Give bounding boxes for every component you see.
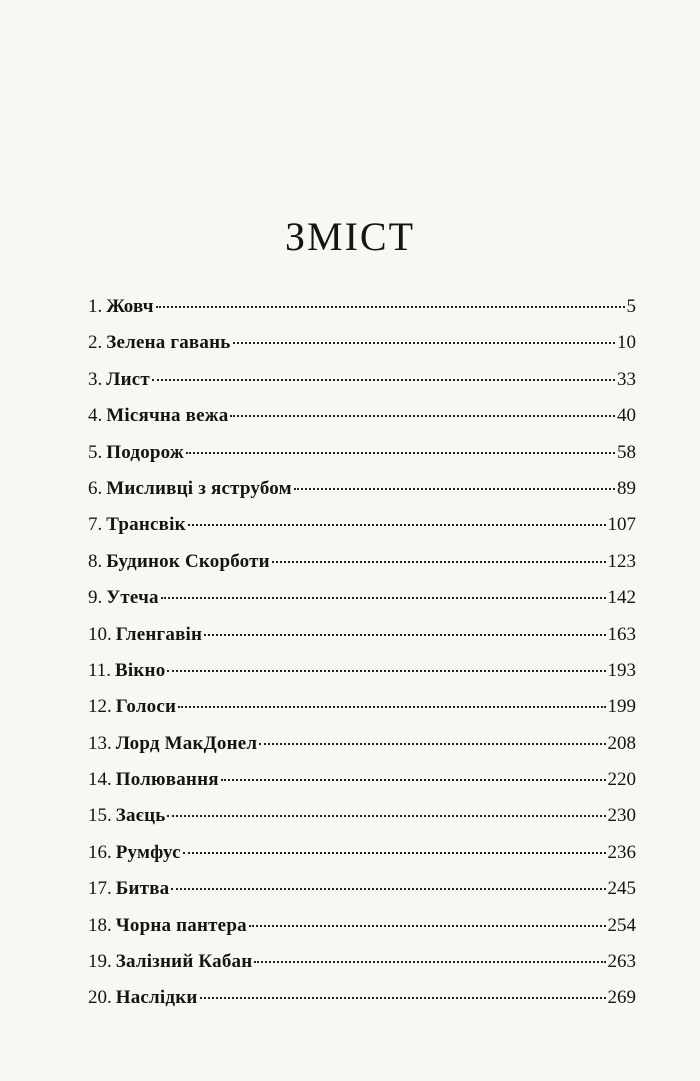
chapter-number: 13. [88, 732, 112, 754]
chapter-title: Утеча [106, 587, 159, 609]
chapter-title: Битва [115, 878, 170, 900]
chapter-number: 2. [88, 332, 103, 354]
toc-entry [88, 805, 636, 841]
dot-leader [152, 379, 615, 381]
chapter-title: Місячна вежа [106, 405, 229, 427]
dot-leader [230, 415, 615, 417]
toc-entry [88, 951, 636, 987]
toc-entry [88, 587, 636, 623]
toc-entry [88, 733, 636, 769]
chapter-title: Трансвік [106, 514, 186, 536]
chapter-title: Лорд МакДонел [115, 732, 258, 754]
chapter-number: 10. [88, 623, 112, 645]
chapter-number: 8. [88, 550, 103, 572]
dot-leader [272, 561, 606, 563]
toc-entry [88, 769, 636, 805]
toc-entry [88, 405, 636, 441]
dot-leader [161, 597, 606, 599]
page-number: 245 [607, 878, 636, 900]
chapter-number: 14. [88, 769, 112, 791]
page-number: 254 [607, 914, 636, 936]
chapter-number: 5. [88, 441, 103, 463]
chapter-title: Будинок Скорботи [106, 550, 270, 572]
toc-entry [88, 842, 636, 878]
chapter-title: Заєць [115, 805, 166, 827]
dot-leader [183, 852, 606, 854]
page-number: 5 [626, 296, 636, 317]
chapter-title: Вікно [115, 659, 166, 681]
chapter-title: Подорож [106, 441, 184, 463]
dot-leader [233, 342, 616, 344]
dot-leader [204, 634, 605, 636]
page-number: 123 [607, 550, 636, 572]
chapter-title: Гленгавін [115, 623, 203, 645]
dot-leader [221, 779, 606, 781]
toc-entry [88, 478, 636, 514]
chapter-number: 3. [88, 368, 103, 390]
table-of-contents [88, 296, 636, 1024]
toc-entry [88, 878, 636, 914]
chapter-number: 6. [88, 477, 103, 499]
toc-entry [88, 660, 636, 696]
toc-entry [88, 987, 636, 1023]
chapter-title: Лист [106, 368, 150, 390]
toc-entry [88, 442, 636, 478]
page-title: ЗМІСТ [284, 213, 416, 259]
page-number: 208 [607, 732, 636, 754]
page-number: 33 [617, 368, 636, 390]
chapter-title: Наслідки [115, 987, 198, 1009]
dot-leader [259, 743, 605, 745]
page-number: 10 [617, 332, 636, 354]
page-number: 199 [607, 696, 636, 718]
chapter-title: Полювання [115, 769, 219, 791]
toc-entry [88, 369, 636, 405]
page-number: 58 [617, 441, 636, 463]
chapter-title: Зелена гавань [106, 332, 231, 354]
page-number: 236 [607, 841, 636, 863]
chapter-number: 18. [88, 914, 112, 936]
dot-leader [249, 925, 606, 927]
dot-leader [254, 961, 605, 963]
chapter-number: 17. [88, 878, 112, 900]
page-number: 230 [607, 805, 636, 827]
chapter-number: 12. [88, 696, 112, 718]
dot-leader [167, 815, 605, 817]
dot-leader [156, 306, 625, 308]
toc-entry [88, 551, 636, 587]
toc-entry [88, 624, 636, 660]
page-number: 163 [607, 623, 636, 645]
page-number: 220 [607, 769, 636, 791]
toc-entry [88, 696, 636, 732]
chapter-number: 4. [88, 405, 103, 427]
toc-entry [88, 296, 636, 332]
dot-leader [167, 670, 605, 672]
dot-leader [186, 452, 615, 454]
chapter-title: Мисливці з яструбом [106, 477, 292, 499]
chapter-title: Залізний Кабан [115, 951, 253, 973]
toc-entry [88, 332, 636, 368]
page-number: 107 [607, 514, 636, 536]
chapter-number: 20. [88, 987, 112, 1009]
chapter-title: Румфус [115, 841, 181, 863]
chapter-number: 19. [88, 951, 112, 973]
toc-entry [88, 915, 636, 951]
chapter-title: Чорна пантера [115, 914, 247, 936]
page-number: 40 [617, 405, 636, 427]
chapter-number: 11. [88, 659, 112, 681]
page-number: 89 [617, 477, 636, 499]
page-number: 142 [607, 587, 636, 609]
chapter-number: 1. [88, 296, 103, 317]
page-number: 269 [607, 987, 636, 1009]
chapter-number: 16. [88, 841, 112, 863]
page-number: 193 [607, 659, 636, 681]
chapter-number: 15. [88, 805, 112, 827]
dot-leader [200, 997, 606, 999]
page-number: 263 [607, 951, 636, 973]
chapter-title: Голоси [115, 696, 177, 718]
dot-leader [178, 706, 605, 708]
chapter-number: 9. [88, 587, 103, 609]
dot-leader [171, 888, 605, 890]
chapter-number: 7. [88, 514, 103, 536]
dot-leader [294, 488, 615, 490]
toc-entry [88, 514, 636, 550]
dot-leader [188, 524, 606, 526]
chapter-title: Жовч [106, 296, 154, 317]
